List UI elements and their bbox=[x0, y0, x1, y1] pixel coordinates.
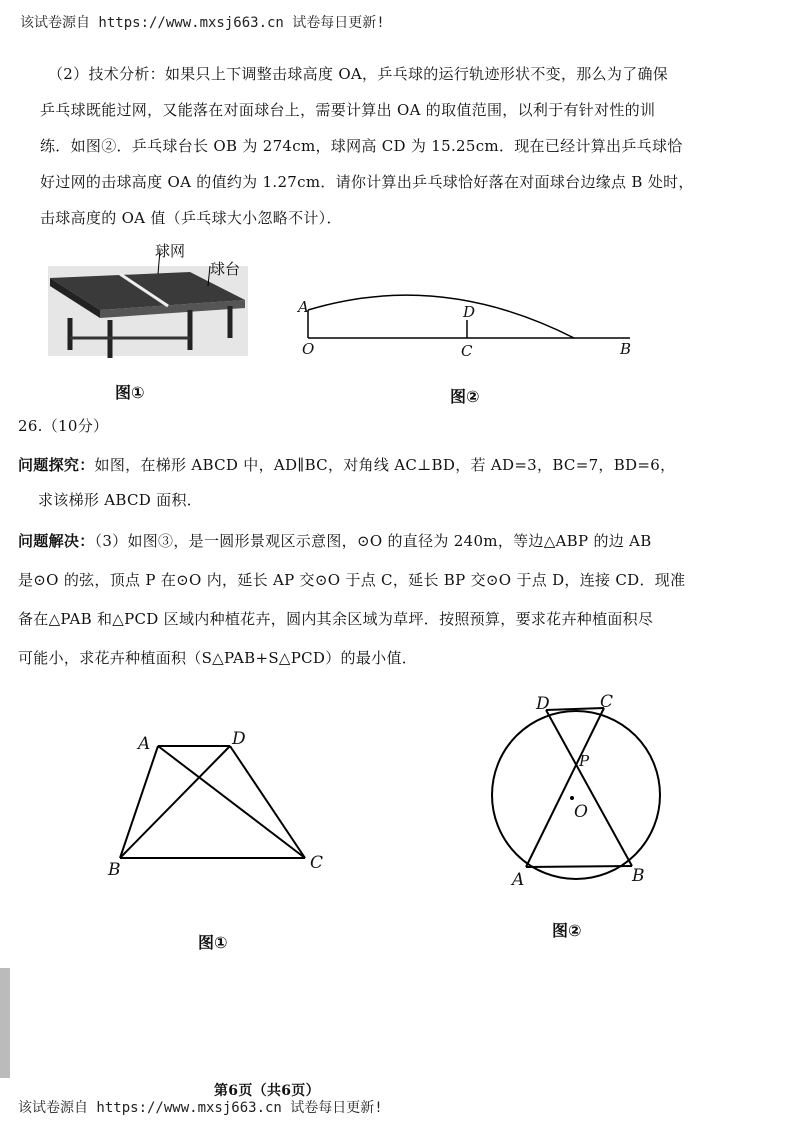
solve-title: 问题解决： bbox=[18, 532, 95, 550]
chord-dc bbox=[546, 708, 604, 710]
q25-line-2: 乒乓球既能过网，又能落在对面球台上，需要计算出 OA 的取值范围，以利于有针对性的训 bbox=[40, 101, 656, 119]
fig2-caption: 图② bbox=[450, 387, 480, 406]
side-ab bbox=[120, 746, 158, 858]
trap-caption: 图① bbox=[198, 933, 228, 952]
circle-o bbox=[492, 711, 660, 879]
trapezoid-figure bbox=[100, 720, 340, 880]
line-ac bbox=[526, 708, 604, 867]
trap-point-c: C bbox=[310, 853, 324, 873]
line-bd bbox=[546, 710, 632, 866]
diagonal-ac bbox=[158, 746, 305, 858]
explore-title: 问题探究： bbox=[18, 456, 95, 474]
q26-solve-line-3: 备在△PAB 和△PCD 区域内种植花卉，圆内其余区域为草坪．按照预算，要求花卉种植面积尽 bbox=[18, 610, 654, 628]
q25-line-1: （2）技术分析：如果只上下调整击球高度 OA，乒乓球的运行轨迹形状不变，那么为了确保 bbox=[48, 65, 669, 83]
header-source-note: 该试卷源自 https://www.mxsj663.cn 试卷每日更新! bbox=[20, 15, 385, 31]
circle-point-o: O bbox=[574, 802, 588, 822]
circle-figure bbox=[480, 690, 680, 890]
explore-text: 如图，在梯形 ABCD 中，AD∥BC，对角线 AC⊥BD，若 AD=3，BC=7，BD=6， bbox=[94, 456, 676, 474]
point-c-label: C bbox=[461, 342, 473, 360]
point-a-label: A bbox=[298, 298, 309, 316]
q25-line-5: 击球高度的 OA 值（乒乓球大小忽略不计）． bbox=[40, 209, 342, 227]
label-table: 球台 bbox=[210, 260, 241, 278]
point-o-label: O bbox=[302, 340, 315, 358]
ball-trajectory bbox=[308, 295, 574, 338]
circle-point-c: C bbox=[600, 692, 614, 712]
q25-line-3: 练．如图②．乒乓球台长 OB 为 274cm，球网高 CD 为 15.25cm．现在已经计算出乒乓球恰 bbox=[40, 137, 683, 155]
q26-explore-line bbox=[18, 455, 675, 475]
fig1-caption: 图① bbox=[115, 383, 145, 402]
q25-line-4: 好过网的击球高度 OA 的值约为 1.27cm．请你计算出乒乓球恰好落在对面球台边缘点 B 处时， bbox=[40, 173, 694, 191]
page-number: 第6页（共6页） bbox=[214, 1083, 320, 1099]
q26-explore-line-2: 求该梯形 ABCD 面积． bbox=[38, 491, 203, 509]
point-b-label: B bbox=[620, 340, 632, 358]
circle-point-b: B bbox=[632, 866, 645, 886]
q26-solve-line-2: 是⊙O 的弦，顶点 P 在⊙O 内，延长 AP 交⊙O 于点 C，延长 BP 交⊙O 于点 D，连接 CD．现准 bbox=[18, 571, 686, 589]
q26-solve-line bbox=[18, 531, 652, 551]
trap-point-b: B bbox=[108, 860, 121, 880]
point-d-label: D bbox=[463, 303, 476, 321]
q26-number: 26.（10分） bbox=[18, 417, 109, 435]
scan-edge-shadow bbox=[0, 968, 10, 1078]
q26-solve-line-4: 可能小，求花卉种植面积（S△PAB+S△PCD）的最小值． bbox=[18, 649, 418, 667]
circle-caption: 图② bbox=[552, 921, 582, 940]
chord-ab bbox=[526, 866, 632, 867]
solve-text: （3）如图③，是一圆形景观区示意图，⊙O 的直径为 240m，等边△ABP 的边 AB bbox=[94, 532, 652, 550]
center-dot bbox=[570, 796, 574, 800]
circle-point-a: A bbox=[512, 870, 525, 890]
trap-point-a: A bbox=[138, 734, 151, 754]
circle-point-p: P bbox=[579, 752, 590, 770]
circle-point-d: D bbox=[536, 694, 550, 714]
side-dc bbox=[230, 746, 305, 858]
label-net: 球网 bbox=[155, 242, 186, 260]
diagonal-bd bbox=[120, 746, 230, 858]
footer-source-note: 该试卷源自 https://www.mxsj663.cn 试卷每日更新! bbox=[18, 1100, 383, 1116]
trap-point-d: D bbox=[232, 729, 246, 749]
